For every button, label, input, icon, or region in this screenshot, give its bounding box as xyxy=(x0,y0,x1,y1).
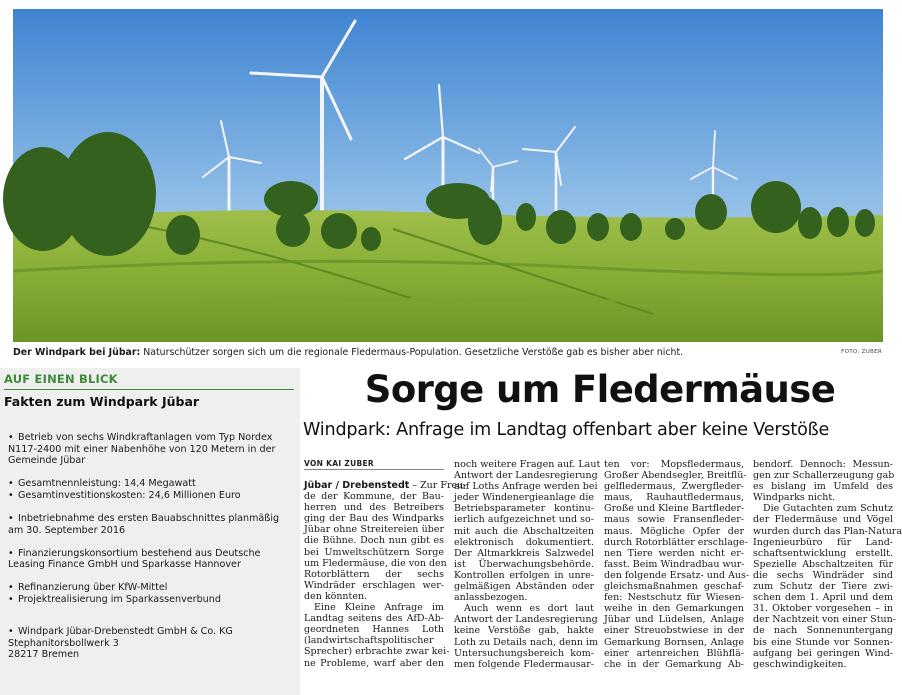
text-line: die Bühne. Doch nun gibt es xyxy=(304,535,444,547)
text-line: elektronisch dokumentiert. xyxy=(454,536,594,548)
text-line: maus, Rauhautfledermaus, xyxy=(604,492,744,504)
text-line: 31. Oktober vorgesehen – in xyxy=(753,603,893,615)
facts-list xyxy=(8,432,293,606)
article-subhead: Windpark: Anfrage im Landtag offenbart aber keine Verstöße xyxy=(303,420,830,440)
text-line: ne Probleme, warf aber den xyxy=(304,657,444,669)
text-line: die sechs Windräder sind xyxy=(753,569,893,581)
text-line: Eine Kleine Anfrage im xyxy=(314,602,444,614)
text-line: Betriebsparameter kontinu- xyxy=(454,503,594,515)
text-line: fasst. Beim Windradbau wur- xyxy=(604,558,745,570)
text-line: maus sowie Fransenfleder- xyxy=(604,514,744,526)
text-line: Spezielle Abschaltzeiten für xyxy=(753,558,893,570)
article-headline: Sorge um Fledermäuse xyxy=(364,368,836,411)
text-line: Auch wenn es dort laut xyxy=(464,603,594,615)
text-line: bis eine Stunde vor Sonnen- xyxy=(753,636,893,648)
article-column-4 xyxy=(753,459,902,670)
text-line: de der Kommune, der Bau- xyxy=(304,491,444,503)
text-line: weihe in den Gemarkungen xyxy=(604,603,744,615)
kicker-rule xyxy=(4,389,294,390)
text-line: Die Gutachten zum Schutz xyxy=(763,503,893,515)
windpark-illustration xyxy=(13,9,883,342)
text-line: Jübar ohne Streitereien über xyxy=(304,524,444,536)
text-line: Gemarkung Bornsen, Anlage xyxy=(604,636,744,648)
facts-title: Fakten zum Windpark Jübar xyxy=(4,394,200,409)
text-line: Große und Kleine Bartfleder- xyxy=(604,503,745,515)
facts-kicker: AUF EINEN BLICK xyxy=(4,372,118,386)
photo-credit: FOTO: ZUBER xyxy=(841,349,882,355)
company-name: Windpark Jübar-Drebenstedt GmbH & Co. KG xyxy=(18,626,233,637)
company-city: 28217 Bremen xyxy=(8,649,80,661)
text-line: Sprecher) erbrachte zwar kei- xyxy=(304,646,450,658)
article-column-1 xyxy=(304,480,467,669)
text-line: auf Loths Anfrage werden bei xyxy=(454,481,598,493)
text-line: durch Rotorblätter erschlage- xyxy=(604,536,748,548)
fact-item: • Betrieb von sechs Windkraftanlagen vom Typ Nordex N117-2400 mit einer Nabenhöhe von 120 Metern in der Gemeinde Jübar xyxy=(8,432,276,467)
text-line: keine Verstöße gab, hakte xyxy=(454,625,594,637)
photo-caption xyxy=(13,346,833,359)
text-line: der Nachtzeit von einer Stun- xyxy=(753,614,896,626)
text-line: Windparks nicht. xyxy=(753,492,836,504)
article-byline: VON KAI ZUBER xyxy=(304,459,374,468)
text-line: Großer Abendsegler, Breitflü- xyxy=(604,470,747,482)
text-line: geordneten Hannes Loth xyxy=(304,624,444,636)
text-line: fen: Nestschutz für Wiesen- xyxy=(604,592,744,604)
windpark-photo xyxy=(13,9,883,342)
text-line: aufgang bei geringen Wind- xyxy=(753,647,893,659)
text-line: de nach Sonnenuntergang xyxy=(753,625,893,637)
text-line: men folgende Fledermausar- xyxy=(454,658,594,670)
text-line: nen Tiere werden nicht er- xyxy=(604,547,744,559)
text-line: wurden durch das Plan-Natura xyxy=(753,525,902,537)
text-line: maus. Mögliche Opfer der xyxy=(604,525,744,537)
byline-rule xyxy=(304,469,444,470)
text-line: Rotorblättern der sechs xyxy=(304,568,444,580)
text-line: um Fledermäuse, die von den xyxy=(304,557,447,569)
text-line: gelmäßigen Abständen oder xyxy=(454,581,594,593)
text-line: Kontrollen erfolgen in unre- xyxy=(454,569,594,581)
text-line: den folgende Ersatz- und Aus- xyxy=(604,569,750,581)
fact-item: • Gesamtinvestitionskosten: 24,6 Millionen Euro xyxy=(8,489,241,501)
text-line: gleichsmaßnahmen geschaf- xyxy=(604,581,744,593)
text-line: gen zur Schallerzeugung gab xyxy=(753,470,895,482)
fact-item: • Refinanzierung über KfW-Mittel xyxy=(8,582,168,594)
text-line: che in der Gemarkung Ab- xyxy=(604,658,744,670)
text-line: den könnten. xyxy=(304,590,368,602)
text-line: schaftsentwicklung erstellt. xyxy=(753,547,893,559)
text-line: einer Streuobstwiese in der xyxy=(604,625,744,637)
fact-item: • Projektrealisierung im Sparkassenverbund xyxy=(8,593,221,605)
text-line: schen dem 1. April und dem xyxy=(753,592,893,604)
company-street: Stephanitorsbollwerk 3 xyxy=(8,637,119,649)
text-line: noch weitere Fragen auf. Laut xyxy=(454,459,601,470)
article-column-2 xyxy=(454,459,601,670)
text-line: herren und des Betreibers xyxy=(304,502,444,514)
text-line: jeder Windenergieanlage die xyxy=(454,492,594,504)
text-line: Antwort der Landesregierung xyxy=(454,614,598,626)
text-line: der Fledermäuse und Vögel xyxy=(753,514,893,526)
text-line: es bislang im Umfeld des xyxy=(753,481,893,493)
text-line: ten vor: Mopsfledermaus, xyxy=(604,459,744,470)
text-line: ierlich aufgezeichnet und so- xyxy=(454,514,594,526)
text-line: ist Überwachungsbehörde. xyxy=(454,558,594,570)
text-line: mit auch die Abschaltzeiten xyxy=(454,525,594,537)
text-line: Jübar und Lüdelsen, Anlage xyxy=(604,614,744,626)
text-line: Loth zu Details nach, denn im xyxy=(454,636,599,648)
text-line: (landwirtschaftspolitischer xyxy=(304,635,434,647)
text-line: Jübar / Drebenstedt – Zur Freu- xyxy=(304,480,467,491)
text-line: Der Altmarkkreis Salzwedel xyxy=(454,547,594,559)
caption-text: Naturschützer sorgen sich um die regionale Fledermaus-Population. Gesetzliche Verstöße gab es bisher aber nicht. xyxy=(140,347,684,358)
company-contact: • Windpark Jübar-Drebenstedt GmbH & Co. KG Stephanitorsbollwerk 3 28217 Bremen xyxy=(8,626,293,661)
text-line: Landtag seitens des AfD-Ab- xyxy=(304,613,444,625)
text-line: Antwort der Landesregierung xyxy=(454,470,598,482)
text-line: gelfledermaus, Zwergfleder- xyxy=(604,481,744,493)
text-line: bei Umweltschützern Sorge xyxy=(304,546,444,558)
text-line: zum Schutz der Tiere zwi- xyxy=(753,581,893,593)
text-line: Untersuchungsbereich kom- xyxy=(454,647,594,659)
text-line: einer artenreichen Blühflä- xyxy=(604,647,744,659)
fact-item: • Gesamtnennleistung: 14,4 Megawatt xyxy=(8,478,196,490)
caption-lead: Der Windpark bei Jübar: xyxy=(13,347,141,358)
text-line: bendorf. Dennoch: Messun- xyxy=(753,459,893,470)
text-line: Ingenieurbüro für Land- xyxy=(753,536,893,548)
text-line: geschwindigkeiten. xyxy=(753,658,847,670)
text-line: Windräder erschlagen wer- xyxy=(304,579,444,591)
fact-item: • Inbetriebnahme des ersten Bauabschnittes planmäßig am 30. September 2016 xyxy=(8,512,280,536)
article-column-3 xyxy=(604,459,750,670)
dateline: Jübar / Drebenstedt xyxy=(304,480,410,491)
fact-item: • Finanzierungskonsortium bestehend aus Deutsche Leasing Finance GmbH und Sparkasse Hannover xyxy=(8,547,261,571)
text-line: anlassbezogen. xyxy=(454,592,528,604)
text-line: ging der Bau des Windparks xyxy=(304,513,444,525)
